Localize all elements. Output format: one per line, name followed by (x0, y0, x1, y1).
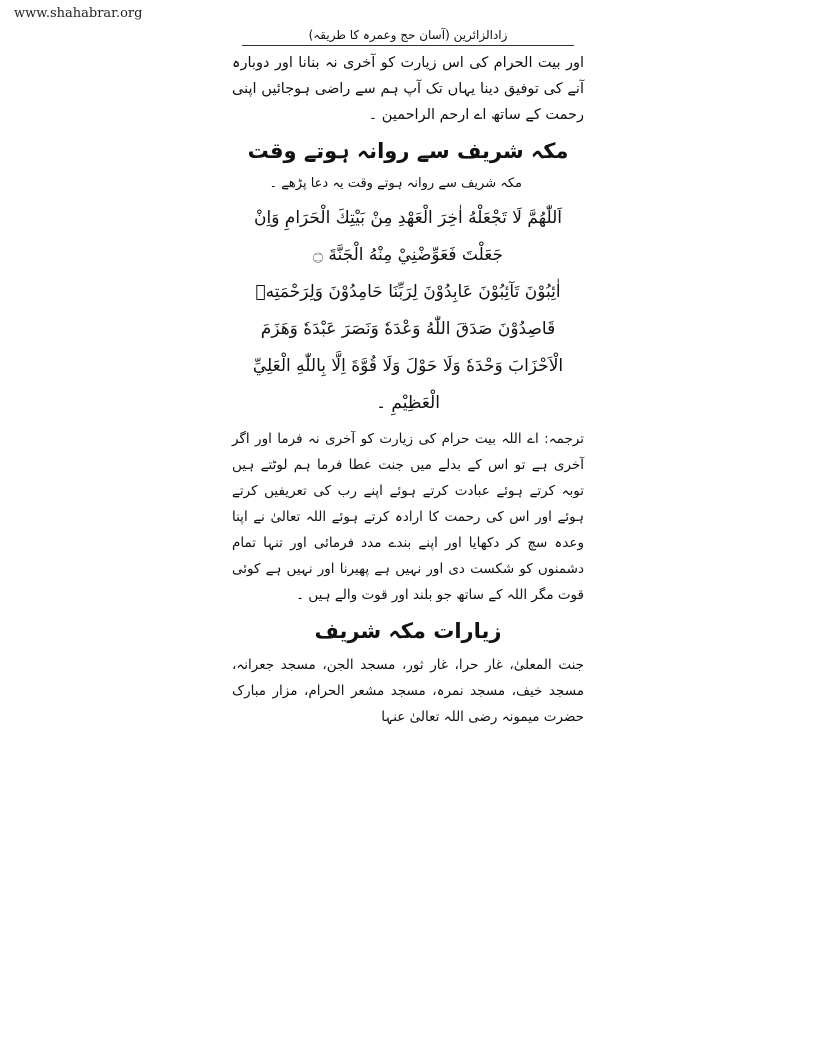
ziyarat-heading: زیارات مکہ شریف (314, 619, 502, 643)
dua-line: اٰئِبُوْنَ تَآئِبُوْنَ عَابِدُوْنَ لِرَبِّنَا حَامِدُوْنَ وَلِرَحْمَتِهٖ (255, 282, 561, 302)
site-url: www.shahabrar.org (14, 6, 143, 21)
dua-line: جَعَلْتَ فَعَوِّضْنِيْ مِنْهُ الْجَنَّةَ ۝ (313, 245, 503, 265)
departure-instruction: مکہ شریف سے روانہ ہوتے وقت یہ دعا پڑھے ۔ (269, 176, 522, 191)
dua-line: الْاَحْزَابَ وَحْدَهٗ وَلَا حَوْلَ وَلَا قُوَّةَ اِلَّا بِاللّٰهِ الْعَلِيِّ (252, 356, 564, 376)
translation-paragraph: ترجمہ: اے اللہ بیت حرام کی زیارت کو آخری نہ فرما اور اگر آخری ہے تو اس کے بدلے میں جنت عطا فرما ہم لوٹتے ہیں توبہ کرتے ہوئے عبادت کرتے ہوئے اپنے رب کی تعریفیں کرتے ہوئے اور اس کی رحمت کا ارادہ کرتے ہوئے اللہ تعالیٰ نے اپنا وعدہ سچ کر دکھایا اور اپنے بندے مدد فرمائی اور تنہا تمام دشمنوں کو شکست دی اور نہیں ہے پھیرنا اور نہیں ہے کوئی قوت مگر اللہ کے ساتھ جو بلند اور قوت والے ہیں ۔ (232, 431, 584, 603)
intro-paragraph: اور بیت الحرام کی اس زیارت کو آخری نہ بنانا اور دوبارہ آنے کی توفیق دینا یہاں تک آپ ہم سے راضی ہوجائیں اپنی رحمت کے ساتھ اے ارحم الراحمین ۔ (232, 55, 584, 123)
dua-line: اَللّٰهُمَّ لَا تَجْعَلْهُ اٰخِرَ الْعَهْدِ مِنْ بَيْتِكَ الْحَرَامِ وَاِنْ (253, 208, 563, 228)
dua-line: الْعَظِيْمِ ۔ (376, 393, 440, 413)
dua-line: قَاصِدُوْنَ صَدَقَ اللّٰهُ وَعْدَهٗ وَنَصَرَ عَبْدَهٗ وَهَزَمَ (260, 319, 556, 339)
departure-heading: مکہ شریف سے روانہ ہوتے وقت (247, 139, 569, 163)
book-page (232, 28, 584, 730)
running-header: زادالزائرین (آسان حج وعمرہ کا طریقہ) (242, 28, 574, 46)
ziyarat-list: جنت المعلیٰ، غار حرا، غار ثور، مسجد الجن، مسجد جعرانہ، مسجد خیف، مسجد نمرہ، مسجد مشعر الحرام، مزار مبارک حضرت میمونہ رضی اللہ تعالیٰ عنہا (232, 657, 584, 725)
dua-block (232, 200, 584, 422)
